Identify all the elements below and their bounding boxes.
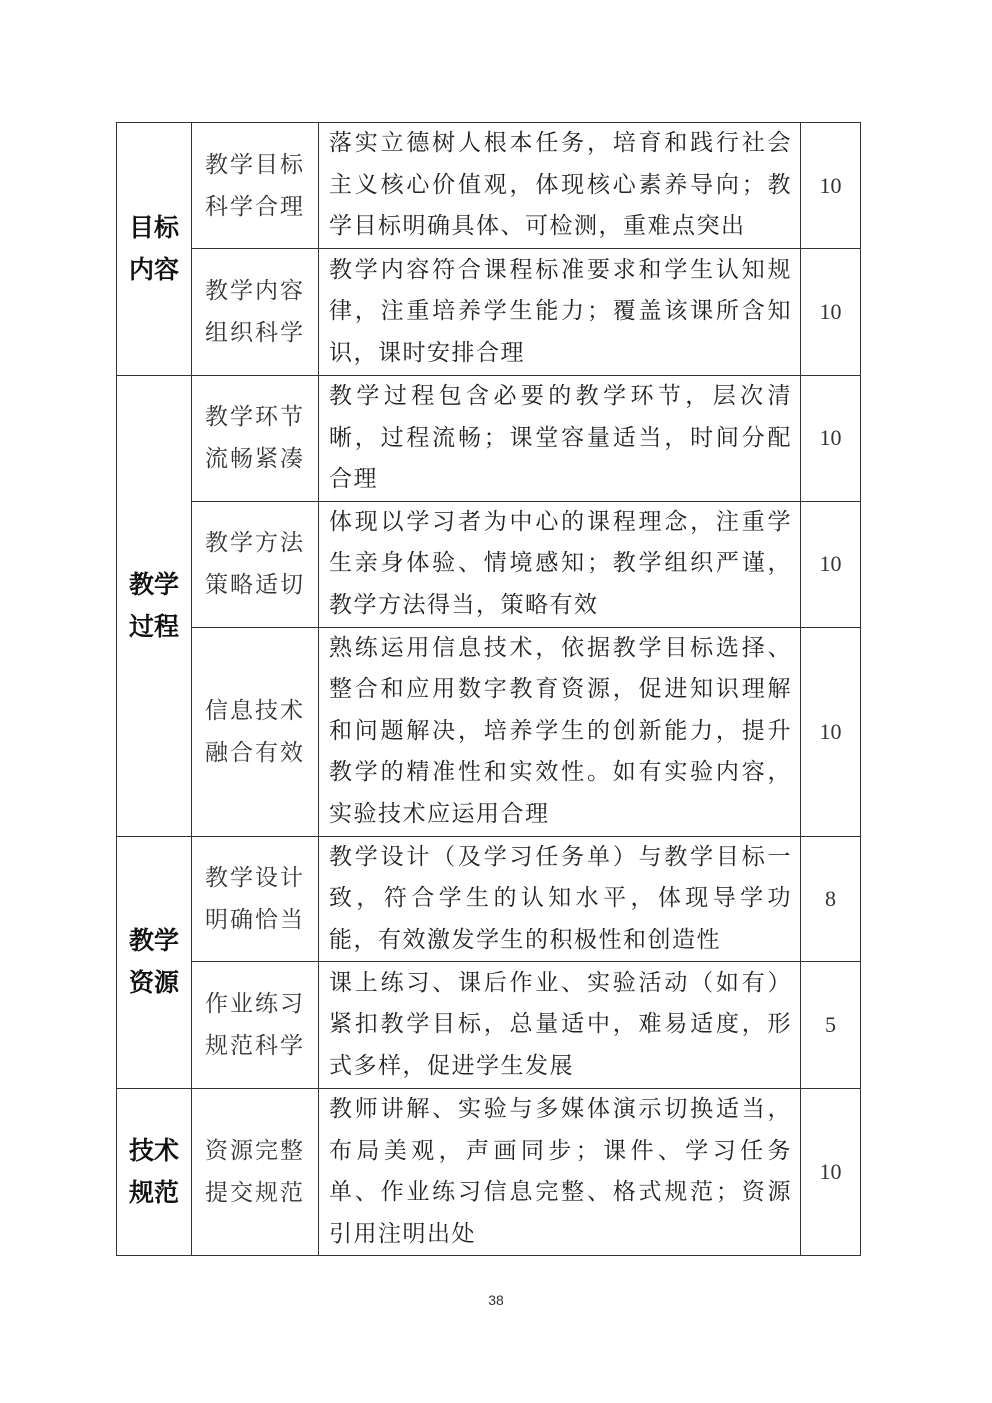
category-cell: 教学 资源 — [117, 836, 192, 1089]
table-row — [117, 962, 861, 1089]
evaluation-rubric-table — [116, 122, 861, 1256]
table-row — [117, 501, 861, 627]
criterion-name: 信息技术 融合有效 — [192, 627, 319, 836]
criterion-description: 体现以学习者为中心的课程理念，注重学生亲身体验、情境感知；教学组织严谨，教学方法得当，策略有效 — [319, 501, 801, 627]
criterion-description: 教学设计（及学习任务单）与教学目标一致，符合学生的认知水平，体现导学功能，有效激发学生的积极性和创造性 — [319, 836, 801, 962]
criterion-name: 教学目标 科学合理 — [192, 123, 319, 249]
criterion-description: 教学过程包含必要的教学环节，层次清晰，过程流畅；课堂容量适当，时间分配合理 — [319, 376, 801, 502]
score-value: 10 — [801, 376, 861, 502]
score-value: 10 — [801, 249, 861, 376]
category-cell: 目标 内容 — [117, 123, 192, 376]
criterion-description: 落实立德树人根本任务，培育和践行社会主义核心价值观，体现核心素养导向；教学目标明确具体、可检测，重难点突出 — [319, 123, 801, 249]
table-row — [117, 123, 861, 249]
table-row — [117, 836, 861, 962]
score-value: 5 — [801, 962, 861, 1089]
score-value: 8 — [801, 836, 861, 962]
table-row — [117, 249, 861, 376]
criterion-name: 教学设计 明确恰当 — [192, 836, 319, 962]
criterion-name: 教学内容 组织科学 — [192, 249, 319, 376]
score-value: 10 — [801, 627, 861, 836]
table-row — [117, 376, 861, 502]
criterion-description: 教师讲解、实验与多媒体演示切换适当，布局美观，声画同步；课件、学习任务单、作业练习信息完整、格式规范；资源引用注明出处 — [319, 1089, 801, 1256]
criterion-name: 资源完整 提交规范 — [192, 1089, 319, 1256]
category-cell: 教学 过程 — [117, 376, 192, 837]
criterion-name: 教学环节 流畅紧凑 — [192, 376, 319, 502]
criterion-name: 教学方法 策略适切 — [192, 501, 319, 627]
score-value: 10 — [801, 501, 861, 627]
score-value: 10 — [801, 1089, 861, 1256]
category-cell: 技术 规范 — [117, 1089, 192, 1256]
table-row — [117, 1089, 861, 1256]
table-row — [117, 627, 861, 836]
criterion-description: 教学内容符合课程标准要求和学生认知规律，注重培养学生能力；覆盖该课所含知识，课时安排合理 — [319, 249, 801, 376]
page-number: 38 — [488, 1292, 504, 1308]
criterion-name: 作业练习 规范科学 — [192, 962, 319, 1089]
criterion-description: 熟练运用信息技术，依据教学目标选择、整合和应用数字教育资源，促进知识理解和问题解决，培养学生的创新能力，提升教学的精准性和实效性。如有实验内容，实验技术应运用合理 — [319, 627, 801, 836]
criterion-description: 课上练习、课后作业、实验活动（如有）紧扣教学目标，总量适中，难易适度，形式多样，促进学生发展 — [319, 962, 801, 1089]
score-value: 10 — [801, 123, 861, 249]
